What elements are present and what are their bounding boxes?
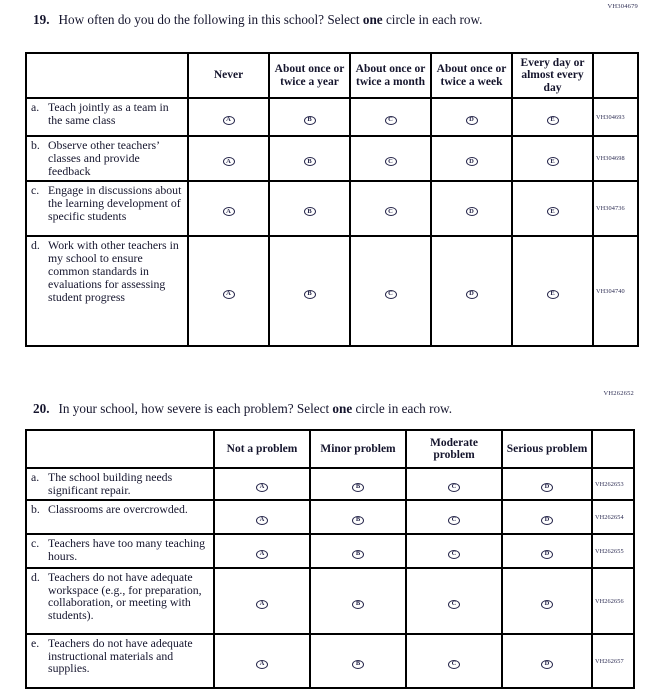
answer-bubble[interactable]: B xyxy=(304,207,316,216)
table-row xyxy=(26,181,638,236)
answer-bubble[interactable]: B xyxy=(352,660,364,669)
column-header: Never xyxy=(188,53,269,98)
answer-bubble[interactable]: A xyxy=(223,207,235,216)
answer-bubble[interactable]: B xyxy=(352,600,364,609)
row-label: Teachers have too many teaching hours. xyxy=(48,536,206,563)
question-20-item-code: VH262652 xyxy=(603,390,634,397)
column-header: About once or twice a month xyxy=(350,53,431,98)
answer-bubble[interactable]: D xyxy=(541,660,553,669)
answer-bubble[interactable]: B xyxy=(304,290,316,299)
answer-bubble[interactable]: E xyxy=(547,207,559,216)
question-20-number: 20. xyxy=(33,401,50,416)
answer-bubble[interactable]: C xyxy=(385,207,397,216)
answer-bubble[interactable]: A xyxy=(223,157,235,166)
answer-bubble[interactable]: C xyxy=(448,516,460,525)
prompt-prefix: How often do you do the following in this school? Select xyxy=(58,12,363,27)
row-item-code: VH304740 xyxy=(593,236,638,346)
row-letter: b. xyxy=(31,502,40,516)
row-item-code: VH304698 xyxy=(593,136,638,181)
column-header: Minor problem xyxy=(310,430,406,468)
answer-bubble[interactable]: E xyxy=(547,157,559,166)
question-20-prompt xyxy=(33,401,452,417)
row-letter: a. xyxy=(31,100,40,114)
answer-bubble[interactable]: D xyxy=(541,516,553,525)
stub-header-cell xyxy=(26,53,188,98)
stub-header-cell xyxy=(26,430,214,468)
table-row xyxy=(26,236,638,346)
question-20-table xyxy=(25,429,635,689)
column-header: About once or twice a year xyxy=(269,53,350,98)
answer-bubble[interactable]: D xyxy=(541,483,553,492)
answer-bubble[interactable]: A xyxy=(223,290,235,299)
question-19-prompt xyxy=(33,12,482,28)
answer-bubble[interactable]: C xyxy=(448,660,460,669)
column-header: Not a problem xyxy=(214,430,310,468)
column-header: Serious problem xyxy=(502,430,592,468)
row-item-code: VH262654 xyxy=(592,500,634,534)
answer-bubble[interactable]: A xyxy=(256,516,268,525)
answer-bubble[interactable]: D xyxy=(466,290,478,299)
row-label: Teachers do not have adequate workspace (e.g., for preparation, collaboration, or meeting with students). xyxy=(48,570,202,622)
column-header: Moderate problem xyxy=(406,430,502,468)
answer-bubble[interactable]: E xyxy=(547,290,559,299)
row-item-code: VH304693 xyxy=(593,98,638,136)
row-label: Observe other teachers’ classes and provide feedback xyxy=(48,138,160,178)
answer-bubble[interactable]: E xyxy=(547,116,559,125)
answer-bubble[interactable]: A xyxy=(223,116,235,125)
row-letter: e. xyxy=(31,636,40,650)
table-row xyxy=(26,634,634,688)
answer-bubble[interactable]: C xyxy=(385,116,397,125)
row-label: The school building needs significant repair. xyxy=(48,470,173,497)
question-20-text xyxy=(58,401,452,417)
prompt-bold-word: one xyxy=(362,12,383,27)
table-row xyxy=(26,568,634,634)
row-letter: c. xyxy=(31,183,40,197)
row-letter: d. xyxy=(31,238,40,252)
answer-bubble[interactable]: B xyxy=(304,116,316,125)
row-label: Classrooms are overcrowded. xyxy=(48,502,188,516)
answer-bubble[interactable]: A xyxy=(256,660,268,669)
row-letter: d. xyxy=(31,570,40,584)
table-row xyxy=(26,534,634,568)
answer-bubble[interactable]: B xyxy=(304,157,316,166)
question-19-item-code: VH304679 xyxy=(607,3,638,10)
answer-bubble[interactable]: D xyxy=(541,550,553,559)
answer-bubble[interactable]: D xyxy=(541,600,553,609)
code-header-cell xyxy=(593,53,638,98)
table-row xyxy=(26,136,638,181)
answer-bubble[interactable]: C xyxy=(385,157,397,166)
answer-bubble[interactable]: A xyxy=(256,483,268,492)
table-row xyxy=(26,500,634,534)
header-row xyxy=(26,53,638,98)
column-header: About once or twice a week xyxy=(431,53,512,98)
answer-bubble[interactable]: C xyxy=(448,550,460,559)
row-letter: b. xyxy=(31,138,40,152)
header-row xyxy=(26,430,634,468)
row-label: Engage in discussions about the learning development of specific students xyxy=(48,183,182,223)
answer-bubble[interactable]: D xyxy=(466,116,478,125)
row-item-code: VH304736 xyxy=(593,181,638,236)
prompt-suffix: circle in each row. xyxy=(382,12,483,27)
row-label: Teach jointly as a team in the same class xyxy=(48,100,169,127)
prompt-prefix: In your school, how severe is each problem? Select xyxy=(58,401,333,416)
question-19-text xyxy=(58,12,482,28)
answer-bubble[interactable]: B xyxy=(352,550,364,559)
table-row xyxy=(26,98,638,136)
row-item-code: VH262653 xyxy=(592,468,634,500)
answer-bubble[interactable]: C xyxy=(385,290,397,299)
answer-bubble[interactable]: B xyxy=(352,516,364,525)
row-label: Work with other teachers in my school to ensure common standards in evaluations for assessing student progress xyxy=(48,238,179,304)
answer-bubble[interactable]: C xyxy=(448,483,460,492)
row-item-code: VH262657 xyxy=(592,634,634,688)
row-item-code: VH262655 xyxy=(592,534,634,568)
row-letter: c. xyxy=(31,536,40,550)
question-19-table xyxy=(25,52,639,347)
answer-bubble[interactable]: D xyxy=(466,207,478,216)
code-header-cell xyxy=(592,430,634,468)
answer-bubble[interactable]: C xyxy=(448,600,460,609)
column-header: Every day or almost every day xyxy=(512,53,593,98)
table-row xyxy=(26,468,634,500)
prompt-suffix: circle in each row. xyxy=(352,401,453,416)
answer-bubble[interactable]: A xyxy=(256,600,268,609)
row-label: Teachers do not have adequate instructional materials and supplies. xyxy=(48,636,193,676)
row-item-code: VH262656 xyxy=(592,568,634,634)
question-19-number: 19. xyxy=(33,12,50,27)
row-letter: a. xyxy=(31,470,40,484)
answer-bubble[interactable]: A xyxy=(256,550,268,559)
answer-bubble[interactable]: D xyxy=(466,157,478,166)
prompt-bold-word: one xyxy=(332,401,353,416)
answer-bubble[interactable]: B xyxy=(352,483,364,492)
